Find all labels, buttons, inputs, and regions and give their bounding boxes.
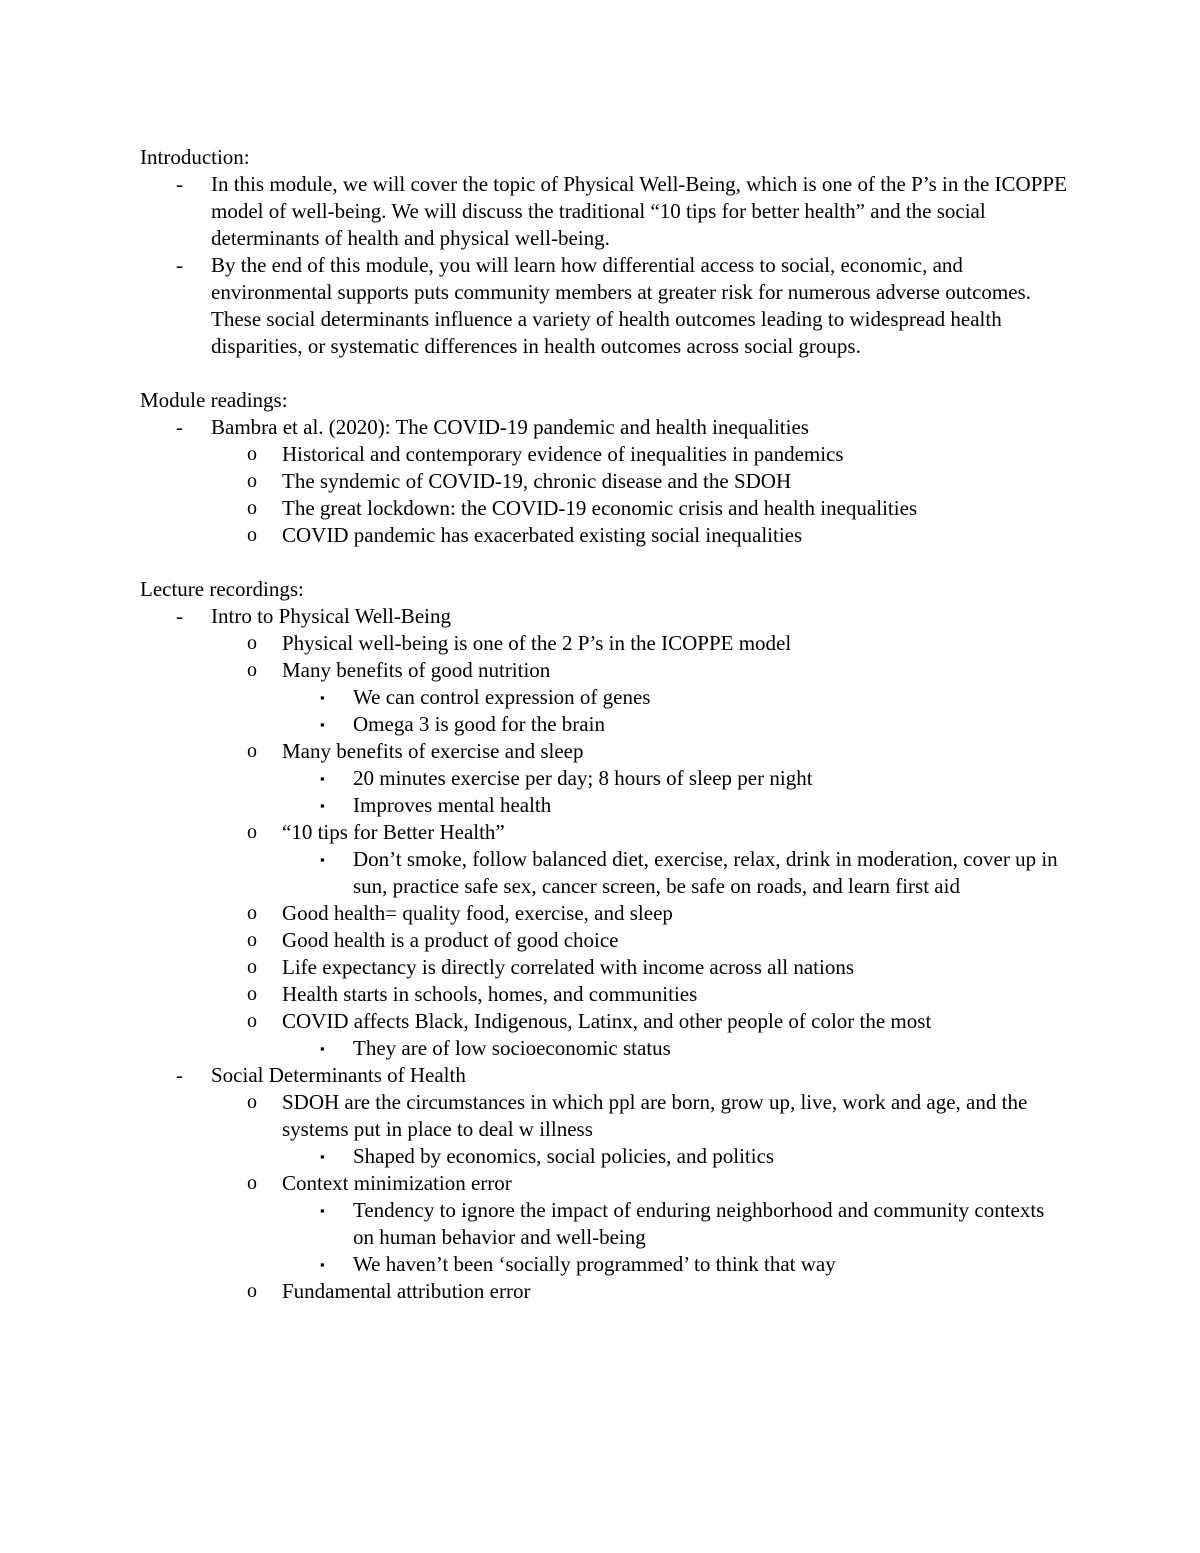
list-item-text: SDOH are the circumstances in which ppl are born, grow up, live, work and age, and the systems put in place to deal w illness xyxy=(282,1090,1028,1141)
bullet-marker: ▪ xyxy=(320,1257,325,1272)
bullet-marker: o xyxy=(247,956,257,978)
list-item xyxy=(282,684,1070,711)
bullet-marker: ▪ xyxy=(320,1149,325,1164)
bullet-marker: ▪ xyxy=(320,798,325,813)
list-item xyxy=(282,1035,1070,1062)
bullet-list-level-3 xyxy=(282,846,1070,900)
bullet-marker: o xyxy=(247,902,257,924)
bullet-marker: o xyxy=(247,632,257,654)
bullet-marker: o xyxy=(247,659,257,681)
bullet-marker: o xyxy=(247,470,257,492)
bullet-list-level-1 xyxy=(140,171,1070,360)
list-item xyxy=(282,765,1070,792)
list-item-text: Shaped by economics, social policies, and politics xyxy=(353,1144,775,1168)
list-item-text: They are of low socioeconomic status xyxy=(353,1036,671,1060)
list-item-text: Historical and contemporary evidence of inequalities in pandemics xyxy=(282,442,844,466)
section-heading: Introduction: xyxy=(140,145,250,169)
list-item xyxy=(140,414,1070,549)
list-item-text: Life expectancy is directly correlated with income across all nations xyxy=(282,955,855,979)
bullet-marker: o xyxy=(247,1280,257,1302)
list-item xyxy=(282,1197,1070,1251)
bullet-marker: - xyxy=(176,604,183,628)
bullet-marker: o xyxy=(247,497,257,519)
list-item-text: “10 tips for Better Health” xyxy=(282,820,505,844)
list-item xyxy=(211,468,1070,495)
bullet-marker: o xyxy=(247,443,257,465)
list-item-text: In this module, we will cover the topic of Physical Well-Being, which is one of the P’s in the ICOPPE model of well-being. We will discuss the traditional “10 tips for better health” and the social determinants of health and physical well-being. xyxy=(211,172,1067,250)
list-item-text: Many benefits of exercise and sleep xyxy=(282,739,584,763)
bullet-marker: ▪ xyxy=(320,1203,325,1218)
list-item-text: Fundamental attribution error xyxy=(282,1279,531,1303)
section xyxy=(140,144,1070,360)
bullet-marker: o xyxy=(247,740,257,762)
list-item-text: 20 minutes exercise per day; 8 hours of sleep per night xyxy=(353,766,813,790)
list-item xyxy=(140,603,1070,1062)
bullet-marker: ▪ xyxy=(320,717,325,732)
bullet-list-level-3 xyxy=(282,684,1070,738)
bullet-marker: - xyxy=(176,172,183,196)
list-item xyxy=(282,846,1070,900)
bullet-marker: o xyxy=(247,1010,257,1032)
list-item xyxy=(211,954,1070,981)
bullet-marker: - xyxy=(176,1063,183,1087)
bullet-list-level-2 xyxy=(211,1089,1070,1305)
bullet-marker: ▪ xyxy=(320,690,325,705)
list-item-text: Good health is a product of good choice xyxy=(282,928,619,952)
list-item xyxy=(140,171,1070,252)
bullet-list-level-3 xyxy=(282,1035,1070,1062)
bullet-list-level-1 xyxy=(140,414,1070,549)
list-item xyxy=(140,252,1070,360)
list-item-text: COVID pandemic has exacerbated existing social inequalities xyxy=(282,523,803,547)
bullet-marker: ▪ xyxy=(320,1041,325,1056)
list-item-text: Tendency to ignore the impact of enduring neighborhood and community contexts on human behavior and well-being xyxy=(353,1198,1045,1249)
list-item xyxy=(211,1170,1070,1278)
bullet-list-level-1 xyxy=(140,603,1070,1305)
bullet-list-level-2 xyxy=(211,441,1070,549)
list-item xyxy=(211,657,1070,738)
bullet-marker: o xyxy=(247,821,257,843)
bullet-marker: - xyxy=(176,415,183,439)
list-item xyxy=(282,1143,1070,1170)
list-item xyxy=(211,819,1070,900)
bullet-marker: o xyxy=(247,929,257,951)
bullet-marker: o xyxy=(247,524,257,546)
list-item xyxy=(140,1062,1070,1305)
list-item-text: The syndemic of COVID-19, chronic disease and the SDOH xyxy=(282,469,792,493)
section-heading: Lecture recordings: xyxy=(140,577,304,601)
list-item-text: Context minimization error xyxy=(282,1171,512,1195)
list-item xyxy=(211,738,1070,819)
list-item-text: COVID affects Black, Indigenous, Latinx, and other people of color the most xyxy=(282,1009,932,1033)
list-item xyxy=(282,1251,1070,1278)
list-item-text: Improves mental health xyxy=(353,793,552,817)
list-item-text: Good health= quality food, exercise, and sleep xyxy=(282,901,673,925)
bullet-marker: o xyxy=(247,1172,257,1194)
list-item xyxy=(211,900,1070,927)
bullet-marker: ▪ xyxy=(320,852,325,867)
list-item xyxy=(211,522,1070,549)
list-item xyxy=(211,927,1070,954)
list-item-text: Don’t smoke, follow balanced diet, exercise, relax, drink in moderation, cover up in sun, practice safe sex, cancer screen, be safe on roads, and learn first aid xyxy=(353,847,1058,898)
list-item xyxy=(282,792,1070,819)
bullet-marker: - xyxy=(176,253,183,277)
list-item-text: We haven’t been ‘socially programmed’ to think that way xyxy=(353,1252,836,1276)
document-page xyxy=(140,144,1070,1305)
section-heading: Module readings: xyxy=(140,388,288,412)
bullet-list-level-3 xyxy=(282,765,1070,819)
list-item xyxy=(211,1089,1070,1170)
list-item-text: Physical well-being is one of the 2 P’s in the ICOPPE model xyxy=(282,631,792,655)
list-item xyxy=(282,711,1070,738)
bullet-marker: ▪ xyxy=(320,771,325,786)
list-item xyxy=(211,495,1070,522)
list-item-text: Many benefits of good nutrition xyxy=(282,658,551,682)
list-item-text: Social Determinants of Health xyxy=(211,1063,466,1087)
list-item-text: Health starts in schools, homes, and communities xyxy=(282,982,698,1006)
bullet-list-level-2 xyxy=(211,630,1070,1062)
list-item xyxy=(211,630,1070,657)
section xyxy=(140,576,1070,1305)
list-item xyxy=(211,441,1070,468)
bullet-marker: o xyxy=(247,983,257,1005)
list-item-text: By the end of this module, you will learn how differential access to social, economic, and environmental supports puts community members at greater risk for numerous adverse outcomes. These social determinants influence a variety of health outcomes leading to widespread health disparities, or systematic differences in health outcomes across social groups. xyxy=(211,253,1031,358)
list-item-text: Bambra et al. (2020): The COVID-19 pandemic and health inequalities xyxy=(211,415,809,439)
list-item xyxy=(211,981,1070,1008)
bullet-list-level-3 xyxy=(282,1143,1070,1170)
list-item-text: Intro to Physical Well-Being xyxy=(211,604,451,628)
list-item-text: Omega 3 is good for the brain xyxy=(353,712,605,736)
section xyxy=(140,387,1070,549)
bullet-marker: o xyxy=(247,1091,257,1113)
list-item-text: We can control expression of genes xyxy=(353,685,651,709)
list-item xyxy=(211,1278,1070,1305)
list-item-text: The great lockdown: the COVID-19 economic crisis and health inequalities xyxy=(282,496,918,520)
bullet-list-level-3 xyxy=(282,1197,1070,1278)
list-item xyxy=(211,1008,1070,1062)
